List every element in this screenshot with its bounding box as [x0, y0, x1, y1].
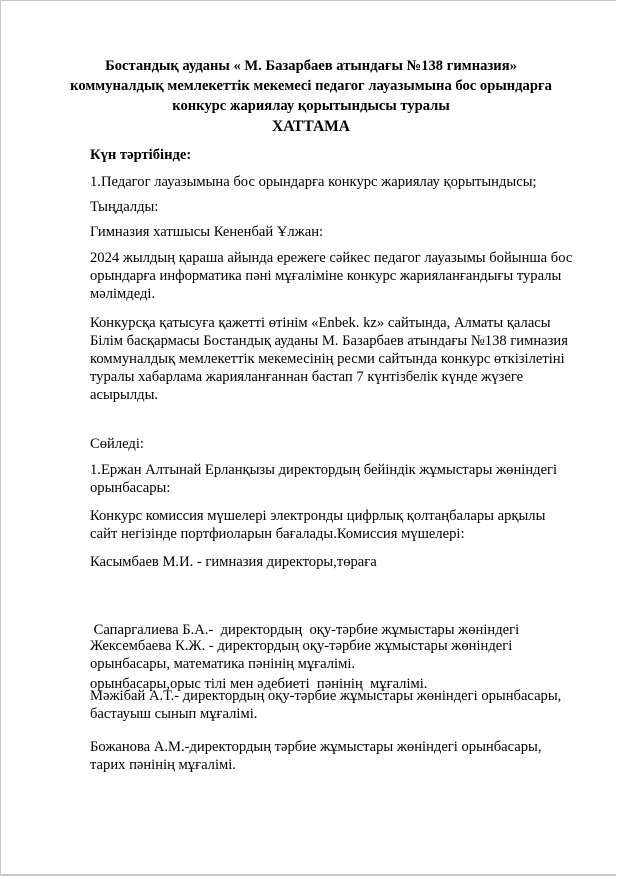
paragraph-line: 2024 жылдың қараша айында ережеге сәйкес педагог лауазымы бойынша бос: [90, 250, 573, 266]
member-line: Касымбаев М.И. - гимназия директоры,төраға: [90, 554, 377, 570]
member-line: тарих пәнінің мұғалімі.: [90, 757, 236, 773]
paragraph-line: коммуналдық мемлекеттік мекемесінің ресми сайтында конкурс өткізілетіні: [90, 351, 565, 367]
member-line: бастауыш сынып мұғалімі.: [90, 706, 258, 722]
member-item: [90, 553, 377, 571]
heard-label: Тыңдалды:: [90, 199, 159, 215]
speaker-2: [90, 461, 557, 497]
member-line: Жексембаева К.Ж. - директордың оқу-тәрбие жұмыстары жөніндегі: [90, 638, 513, 654]
paragraph-line: орындарға информатика пәні мұғаліміне конкурс жарияланғандығы туралы: [90, 268, 562, 284]
title-line: коммуналдық мемлекеттік мекемесі педагог лауазымына бос орындарға: [70, 78, 552, 94]
title-line: конкурс жариялау қорытындысы туралы: [172, 98, 450, 114]
member-line: орынбасары,орыс тілі мен әдебиеті пәнінің мұғалімі.: [90, 676, 428, 692]
paragraph-line: орынбасары:: [90, 480, 171, 496]
paragraph-announcement: [90, 249, 572, 303]
agenda-item: 1.Педагог лауазымына бос орындарға конкурс жариялау қорытындысы;: [90, 174, 537, 190]
member-item: [90, 687, 561, 723]
paragraph-line: Білім басқармасы Бостандық ауданы М. Базарбаев атындағы №138 гимназия: [90, 333, 568, 349]
protocol-heading: ХАТТАМА: [272, 118, 350, 135]
paragraph-line: Конкурсқа қатысуға қажетті өтінім «Enbek. kz» сайтында, Алматы қаласы: [90, 315, 551, 331]
speaker: Гимназия хатшысы Кененбай Ұлжан:: [90, 224, 324, 240]
paragraph-line: мәлімдеді.: [90, 286, 156, 302]
document-title: [61, 57, 561, 115]
title-line: Бостандық ауданы « М. Базарбаев атындағы №138 гимназия»: [105, 58, 517, 74]
paragraph-commission: [90, 507, 545, 543]
paragraph-line: 1.Ержан Алтынай Ерланқызы директордың бейіндік жұмыстары жөніндегі: [90, 462, 558, 478]
paragraph-application: [90, 314, 568, 404]
member-item: [90, 637, 512, 673]
member-item: [90, 738, 542, 774]
paragraph-line: туралы хабарлама жарияланғаннан бастап 7 күнтізбелік күнде жүзеге: [90, 369, 524, 385]
spoke-label: Сөйледі:: [90, 436, 144, 452]
member-line: Сапаргалиева Б.А.- директордың оқу-тәрбие жұмыстары жөніндегі: [90, 622, 520, 638]
member-line: Божанова А.М.-директордың тәрбие жұмыстары жөніндегі орынбасары,: [90, 739, 542, 755]
agenda-label: Күн тәртібінде:: [90, 147, 192, 163]
paragraph-line: сайт негізінде портфиоларын бағалады.Комиссия мүшелері:: [90, 526, 465, 542]
paragraph-line: асырылды.: [90, 387, 159, 403]
member-line: Мәжібай А.Т.- директордың оқу-тәрбие жұмыстары жөніндегі орынбасары,: [90, 688, 562, 704]
member-line: орынбасары, математика пәнінің мұғалімі.: [90, 656, 356, 672]
paragraph-line: Конкурс комиссия мүшелері электронды цифрлық қолтаңбалары арқылы: [90, 508, 546, 524]
